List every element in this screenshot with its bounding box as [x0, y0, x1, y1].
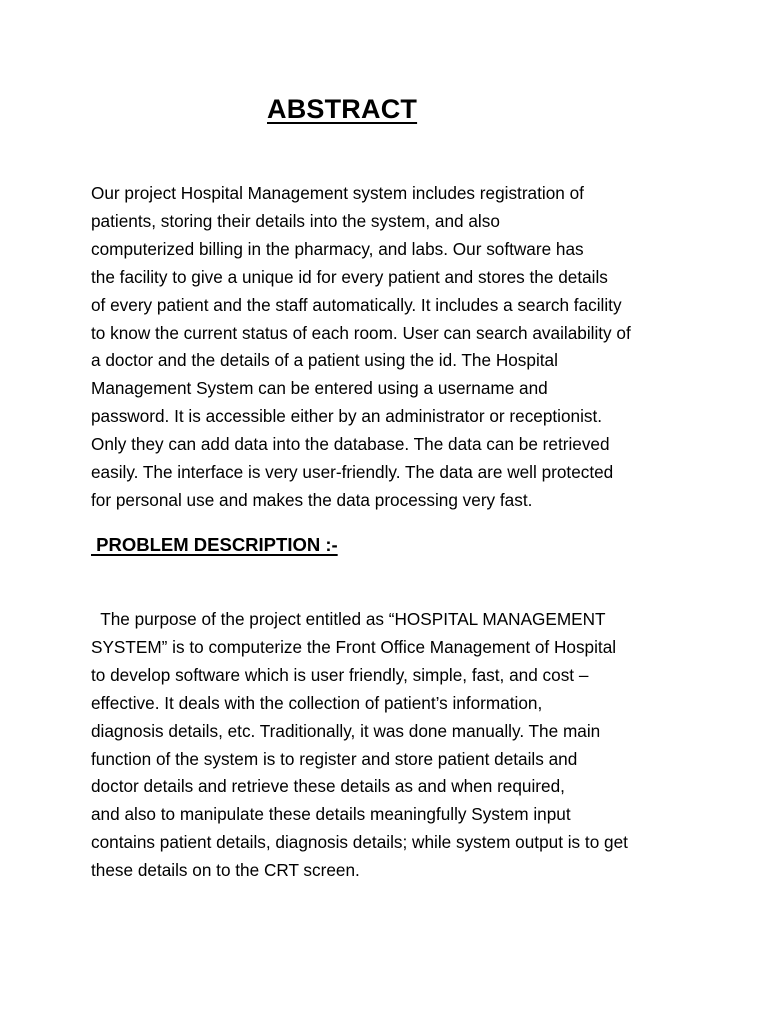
- abstract-line: Only they can add data into the database. The data can be retrieved: [91, 434, 610, 455]
- problem-line: diagnosis details, etc. Traditionally, it was done manually. The main: [91, 720, 601, 741]
- problem-line: doctor details and retrieve these details as and when required,: [91, 776, 565, 797]
- abstract-paragraph: [91, 180, 673, 515]
- problem-line: to develop software which is user friendly, simple, fast, and cost –: [91, 664, 589, 685]
- abstract-line: patients, storing their details into the system, and also: [91, 210, 500, 231]
- abstract-line: Management System can be entered using a username and: [91, 378, 548, 399]
- problem-line: function of the system is to register and store patient details and: [91, 748, 578, 769]
- problem-line: SYSTEM” is to computerize the Front Office Management of Hospital: [91, 636, 617, 657]
- abstract-line: password. It is accessible either by an administrator or receptionist.: [91, 406, 603, 427]
- problem-line: The purpose of the project entitled as “HOSPITAL MANAGEMENT: [91, 609, 606, 629]
- problem-line: effective. It deals with the collection of patient’s information,: [91, 692, 543, 713]
- problem-line: and also to manipulate these details meaningfully System input: [91, 804, 571, 825]
- abstract-line: Our project Hospital Management system includes registration of: [91, 183, 584, 203]
- problem-description-paragraph: [91, 606, 677, 885]
- abstract-line: easily. The interface is very user-friendly. The data are well protected: [91, 462, 614, 483]
- abstract-line: of every patient and the staff automatically. It includes a search facility: [91, 294, 622, 315]
- problem-description-heading: PROBLEM DESCRIPTION :-: [91, 534, 338, 555]
- problem-line: these details on to the CRT screen.: [91, 860, 360, 881]
- abstract-line: computerized billing in the pharmacy, and labs. Our software has: [91, 238, 584, 259]
- abstract-line: to know the current status of each room. User can search availability of: [91, 322, 631, 343]
- abstract-line: for personal use and makes the data processing very fast.: [91, 489, 533, 510]
- problem-line: contains patient details, diagnosis details; while system output is to get: [91, 832, 628, 853]
- abstract-line: a doctor and the details of a patient using the id. The Hospital: [91, 350, 558, 371]
- abstract-title: ABSTRACT: [267, 94, 418, 124]
- abstract-line: the facility to give a unique id for every patient and stores the details: [91, 266, 608, 287]
